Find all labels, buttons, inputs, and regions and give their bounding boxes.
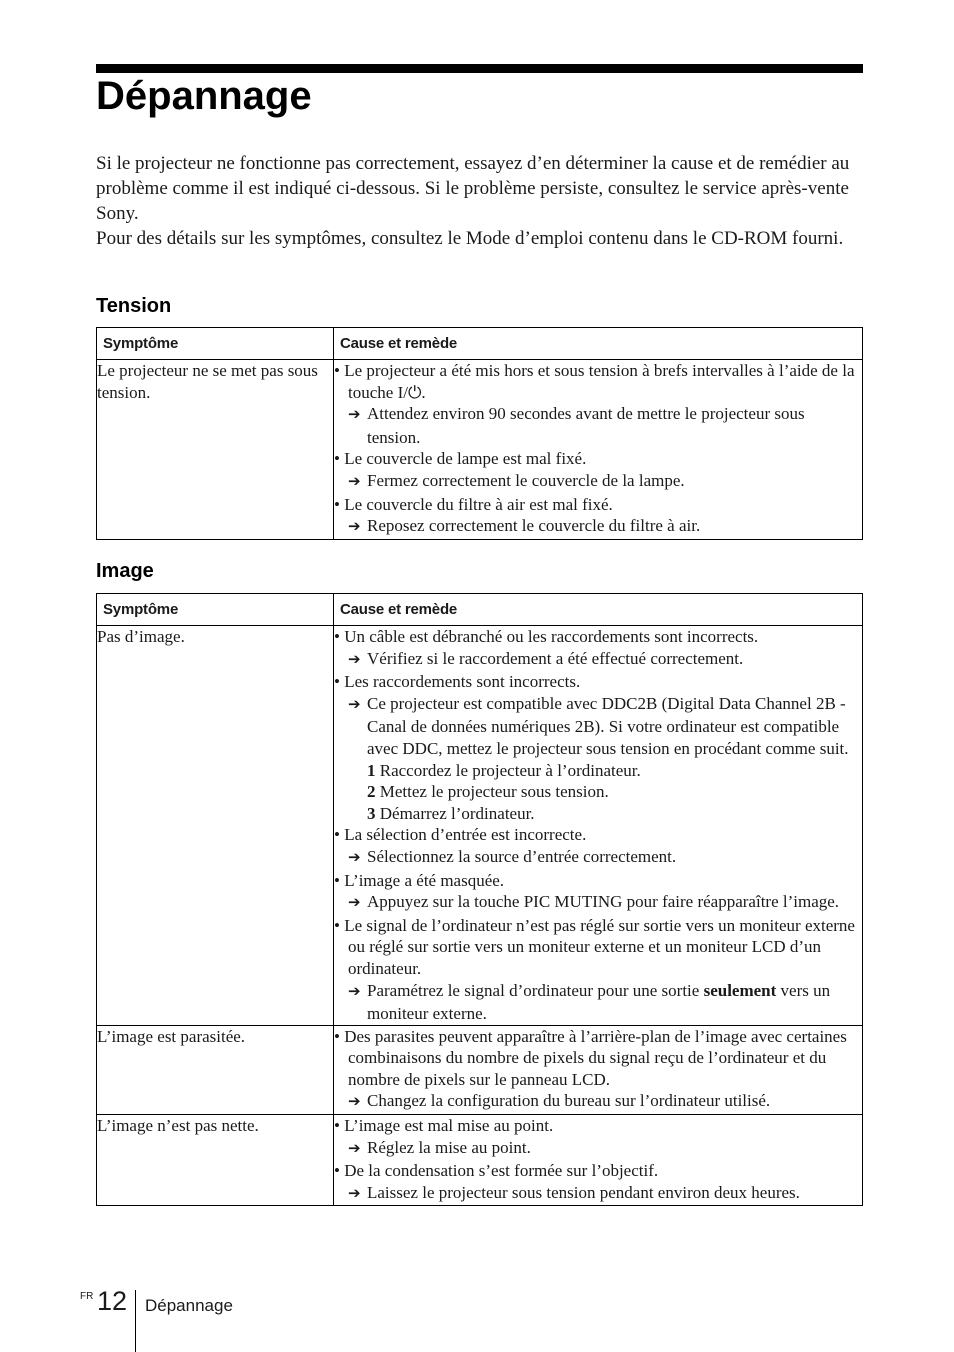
table-row — [97, 360, 863, 540]
table-row — [97, 626, 863, 1026]
remedy-text: Sélectionnez la source d’entrée correctement. — [367, 846, 677, 866]
cause-text: L’image a été masquée. — [344, 870, 505, 890]
table-row — [97, 1115, 863, 1206]
step-text: Démarrez l’ordinateur. — [379, 803, 535, 823]
arrow-icon: ➔ — [348, 473, 361, 490]
symptom-cell: Le projecteur ne se met pas sous tension. — [97, 360, 334, 540]
cause-text: Le signal de l’ordinateur n’est pas réglé sur sortie vers un moniteur externe ou réglé sur sortie vers un moniteur externe et un moniteur LCD d’un ordinateur. — [344, 915, 855, 978]
image-table — [96, 593, 863, 1206]
symptom-cell: L’image n’est pas nette. — [97, 1115, 334, 1206]
arrow-icon: ➔ — [348, 407, 361, 424]
arrow-icon: ➔ — [348, 696, 361, 713]
header-cause: Cause et remède — [334, 328, 863, 360]
table-row — [97, 1025, 863, 1114]
cause-item — [334, 494, 862, 516]
remedy-text: Ce projecteur est compatible avec DDC2B (Digital Data Channel 2B - Canal de données numériques 2B). Si votre ordinateur est compatible avec DDC, mettez le projecteur sous tension en procédant comme suit. — [367, 693, 849, 758]
bullet-glyph: • — [334, 494, 340, 514]
cause-text: Des parasites peuvent apparaître à l’arrière-plan de l’image avec certaines combinaisons du nombre de pixels du signal reçu de l’ordinateur et du nombre de pixels sur le panneau LCD. — [344, 1026, 847, 1089]
remedy-item — [334, 403, 862, 448]
cause-item — [334, 824, 862, 846]
remedy-item — [334, 1090, 862, 1114]
remedy-item — [334, 693, 862, 760]
bullet-glyph: • — [334, 627, 340, 646]
arrow-icon: ➔ — [348, 983, 361, 1000]
remedy-text: Attendez environ 90 secondes avant de mettre le projecteur sous tension. — [367, 404, 805, 447]
intro-paragraph-1: Si le projecteur ne fonctionne pas correctement, essayez d’en déterminer la cause et de remédier au problème comme il est indiqué ci-dessous. Si le problème persiste, consultez le service après-vente Sony. — [96, 153, 850, 224]
page-title: Dépannage — [96, 74, 312, 118]
remedy-item — [334, 980, 862, 1025]
section-heading-image: Image — [96, 560, 154, 582]
remedy-text: Reposez correctement le couvercle du filtre à air. — [367, 516, 701, 536]
remedy-text: Vérifiez si le raccordement a été effectué correctement. — [367, 648, 744, 668]
procedure-step — [334, 803, 862, 825]
remedy-text: Réglez la mise au point. — [367, 1137, 531, 1157]
bullet-glyph: • — [334, 361, 340, 380]
cause-text: La sélection d’entrée est incorrecte. — [344, 825, 587, 845]
table-header-row — [97, 594, 863, 626]
intro-text — [96, 151, 866, 251]
step-text: Mettez le projecteur sous tension. — [379, 782, 609, 802]
table-header-row — [97, 328, 863, 360]
cause-text: Le couvercle de lampe est mal fixé. — [344, 449, 587, 469]
procedure-step — [334, 781, 862, 803]
image-table-body — [97, 626, 863, 1206]
cause-cell — [334, 1025, 863, 1114]
bullet-glyph: • — [334, 825, 340, 845]
cause-item — [334, 626, 862, 648]
cause-item — [334, 915, 862, 980]
bullet-glyph: • — [334, 870, 340, 890]
arrow-icon: ➔ — [348, 849, 361, 866]
cause-text: Le couvercle du filtre à air est mal fixé. — [344, 494, 613, 514]
arrow-icon: ➔ — [348, 1094, 361, 1111]
intro-paragraph-2: Pour des détails sur les symptômes, consultez le Mode d’emploi contenu dans le CD-ROM fourni. — [96, 228, 844, 249]
cause-cell — [334, 1115, 863, 1206]
remedy-text: Appuyez sur la touche PIC MUTING pour faire réapparaître l’image. — [367, 892, 840, 912]
arrow-icon: ➔ — [348, 895, 361, 912]
arrow-icon: ➔ — [348, 1185, 361, 1202]
cause-item — [334, 1115, 862, 1137]
cause-item — [334, 448, 862, 470]
tension-table-body — [97, 360, 863, 540]
cause-text: Le projecteur a été mis hors et sous tension à brefs intervalles à l’aide de la touche I/⏻. — [344, 361, 855, 402]
remedy-item — [334, 1137, 862, 1161]
remedy-text: Paramétrez le signal d’ordinateur pour une sortie — [367, 980, 704, 1000]
procedure-step — [334, 760, 862, 782]
cause-item — [334, 1026, 862, 1091]
section-heading-tension: Tension — [96, 295, 172, 317]
cause-text: L’image est mal mise au point. — [344, 1116, 554, 1136]
bullet-glyph: • — [334, 1161, 340, 1181]
arrow-icon: ➔ — [348, 519, 361, 536]
step-text: Raccordez le projecteur à l’ordinateur. — [379, 760, 641, 780]
cause-text: De la condensation s’est formée sur l’objectif. — [344, 1161, 659, 1181]
step-number: 1 — [367, 760, 376, 780]
bullet-glyph: • — [334, 915, 340, 935]
remedy-item — [334, 648, 862, 672]
remedy-text: Changez la configuration du bureau sur l’ordinateur utilisé. — [367, 1091, 771, 1111]
symptom-cell: Pas d’image. — [97, 626, 334, 1026]
cause-text: Les raccordements sont incorrects. — [344, 672, 581, 692]
cause-item — [334, 360, 862, 403]
remedy-item — [334, 470, 862, 494]
bullet-glyph: • — [334, 449, 340, 469]
cause-item — [334, 870, 862, 892]
footer-page-number: 12 — [97, 1286, 128, 1316]
arrow-icon: ➔ — [348, 1140, 361, 1157]
tension-table — [96, 327, 863, 540]
remedy-item — [334, 1182, 862, 1206]
header-symptom: Symptôme — [97, 328, 334, 360]
bullet-glyph: • — [334, 1026, 340, 1046]
cause-item — [334, 671, 862, 693]
cause-text: Un câble est débranché ou les raccordements sont incorrects. — [344, 627, 759, 646]
remedy-item — [334, 891, 862, 915]
symptom-cell: L’image est parasitée. — [97, 1025, 334, 1114]
cause-cell — [334, 360, 863, 540]
bullet-glyph: • — [334, 1116, 340, 1136]
step-number: 3 — [367, 803, 376, 823]
remedy-text: Laissez le projecteur sous tension pendant environ deux heures. — [367, 1182, 800, 1202]
footer-language: FR — [80, 1291, 94, 1302]
header-cause: Cause et remède — [334, 594, 863, 626]
footer-divider — [135, 1290, 136, 1352]
remedy-text: Fermez correctement le couvercle de la lampe. — [367, 470, 685, 490]
bullet-glyph: • — [334, 672, 340, 692]
footer-section-label: Dépannage — [145, 1296, 233, 1315]
step-number: 2 — [367, 782, 376, 802]
cause-cell — [334, 626, 863, 1026]
cause-item — [334, 1160, 862, 1182]
remedy-item — [334, 515, 862, 539]
arrow-icon: ➔ — [348, 651, 361, 668]
remedy-item — [334, 846, 862, 870]
header-symptom: Symptôme — [97, 594, 334, 626]
remedy-emphasis: seulement — [703, 980, 777, 1000]
remedy-text-after: vers un moniteur externe. — [367, 980, 831, 1024]
